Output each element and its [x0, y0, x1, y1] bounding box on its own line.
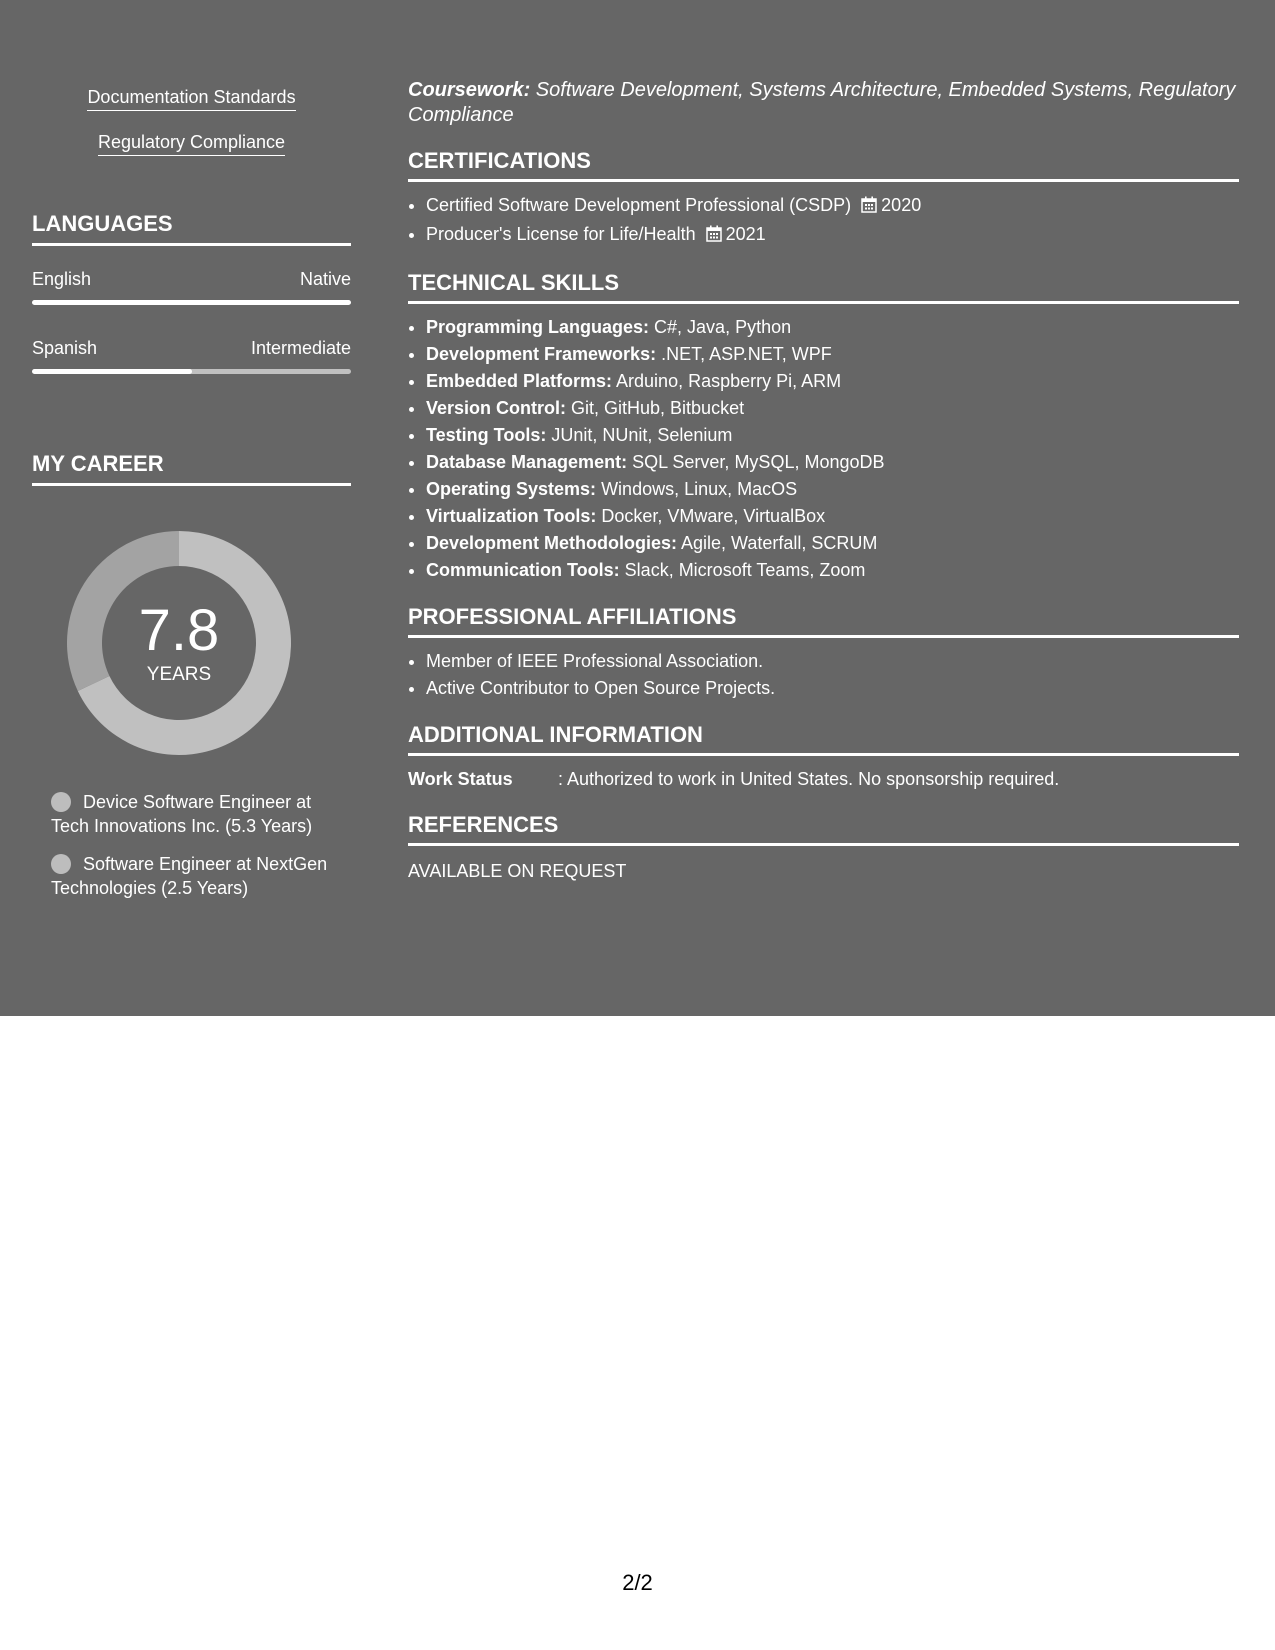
affiliation-item: • Active Contributor to Open Source Projects. [426, 675, 1239, 702]
skill-tags [32, 86, 351, 176]
skill-item [426, 368, 1239, 395]
tag-regulatory-compliance: Regulatory Compliance [98, 131, 285, 156]
skill-item [426, 503, 1239, 530]
skill-value: JUnit, NUnit, Selenium [546, 425, 733, 445]
language-level: Native [299, 269, 351, 289]
affiliations-list [408, 648, 1239, 702]
certifications-list [408, 192, 1239, 250]
skill-item [426, 449, 1239, 476]
career-total-years: 7.8 [138, 598, 220, 663]
skill-label: Virtualization Tools: [426, 506, 597, 526]
skill-value: Slack, Microsoft Teams, Zoom [619, 560, 866, 580]
skill-label: Programming Languages: [426, 317, 650, 337]
technical-skills-list [408, 314, 1239, 584]
skill-value: Agile, Waterfall, SCRUM [677, 533, 878, 553]
legend-dot-icon [51, 854, 71, 874]
languages-heading: LANGUAGES [32, 211, 351, 246]
skill-item [426, 530, 1239, 557]
skill-label: Version Control: [426, 398, 567, 418]
career-donut-chart [66, 530, 292, 756]
skill-value: Git, GitHub, Bitbucket [566, 398, 745, 418]
language-name: English [32, 269, 92, 289]
calendar-icon [706, 223, 722, 250]
skill-label: Testing Tools: [426, 425, 547, 445]
certification-year: 2021 [725, 224, 766, 244]
career-item-label: Software Engineer at NextGen Technologies (2.5 Years) [51, 854, 328, 898]
skill-item [426, 476, 1239, 503]
certification-item [426, 221, 1239, 250]
skill-label: Communication Tools: [426, 560, 620, 580]
coursework-label: Coursework: [408, 79, 531, 101]
language-bar-spanish [32, 369, 351, 374]
tag-documentation-standards: Documentation Standards [87, 86, 295, 111]
skill-value: C#, Java, Python [649, 317, 792, 337]
legend-dot-icon [51, 792, 71, 812]
skill-label: Embedded Platforms: [426, 371, 613, 391]
calendar-icon [861, 194, 877, 221]
certification-item [426, 192, 1239, 221]
skill-item [426, 341, 1239, 368]
affiliations-heading: PROFESSIONAL AFFILIATIONS [408, 604, 1239, 638]
right-column [408, 78, 1239, 884]
career-total-unit: YEARS [146, 664, 212, 685]
work-status-label: Work Status [408, 769, 513, 789]
skill-label: Development Methodologies: [426, 533, 678, 553]
references-heading: REFERENCES [408, 812, 1239, 846]
language-name: Spanish [32, 338, 98, 358]
language-level: Intermediate [250, 338, 351, 358]
additional-info-heading: ADDITIONAL INFORMATION [408, 722, 1239, 756]
skill-value: Docker, VMware, VirtualBox [596, 506, 826, 526]
skill-label: Development Frameworks: [426, 344, 657, 364]
skill-item [426, 422, 1239, 449]
skill-label: Database Management: [426, 452, 628, 472]
work-status-row [408, 766, 1239, 792]
skill-item [426, 557, 1239, 584]
certification-name: Certified Software Development Professional (CSDP) [426, 195, 852, 215]
career-heading: MY CAREER [32, 451, 351, 486]
skill-value: Arduino, Raspberry Pi, ARM [612, 371, 842, 391]
language-bar-fill [32, 369, 192, 374]
references-text: AVAILABLE ON REQUEST [408, 861, 627, 881]
career-legend [51, 790, 331, 914]
coursework-text: Software Development, Systems Architecture, Embedded Systems, Regulatory Compliance [408, 79, 1236, 126]
page-number: 2/2 [622, 1570, 653, 1595]
career-item-label: Device Software Engineer at Tech Innovations Inc. (5.3 Years) [51, 792, 313, 836]
skill-label: Operating Systems: [426, 479, 597, 499]
skill-item [426, 314, 1239, 341]
technical-skills-heading: TECHNICAL SKILLS [408, 270, 1239, 304]
skill-item [426, 395, 1239, 422]
language-row-english [32, 268, 351, 290]
coursework [408, 78, 1239, 128]
affiliation-item: • Member of IEEE Professional Association. [426, 648, 1239, 675]
skill-value: .NET, ASP.NET, WPF [656, 344, 832, 364]
language-row-spanish [32, 337, 351, 359]
language-bar-english [32, 300, 351, 305]
career-item [51, 790, 331, 838]
certification-name: Producer's License for Life/Health [426, 224, 696, 244]
career-item [51, 852, 331, 900]
skill-value: Windows, Linux, MacOS [596, 479, 798, 499]
skill-value: SQL Server, MySQL, MongoDB [627, 452, 885, 472]
work-status-value: : Authorized to work in United States. No sponsorship required. [558, 769, 1060, 789]
certifications-heading: CERTIFICATIONS [408, 148, 1239, 182]
language-bar-fill [32, 300, 351, 305]
certification-year: 2020 [881, 195, 922, 215]
